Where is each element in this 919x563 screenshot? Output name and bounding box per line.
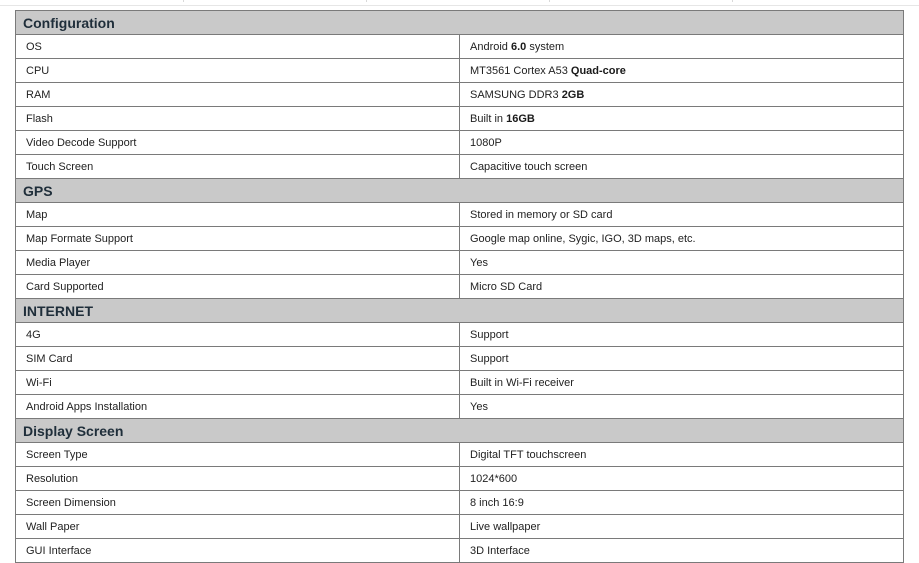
spec-row <box>16 491 904 515</box>
section-title: INTERNET <box>16 299 904 323</box>
spec-value-text: Capacitive touch screen <box>470 160 588 173</box>
spec-value-text: MT3561 Cortex A53 <box>470 64 571 77</box>
spec-value-text: 1024*600 <box>470 472 518 485</box>
spec-value-text: Support <box>470 352 509 365</box>
spec-value <box>460 347 904 371</box>
spec-value <box>460 467 904 491</box>
spec-row <box>16 371 904 395</box>
spec-value-text: Yes <box>470 256 488 269</box>
spec-label: GUI Interface <box>16 539 460 563</box>
spec-row <box>16 83 904 107</box>
spec-value-emphasis: 16GB <box>506 112 535 125</box>
spec-value-text: Google map online, Sygic, IGO, 3D maps, etc. <box>470 232 696 245</box>
spec-value <box>460 203 904 227</box>
spec-value <box>460 131 904 155</box>
spec-value <box>460 443 904 467</box>
spec-label: Map <box>16 203 460 227</box>
spec-value-emphasis: 6.0 <box>510 40 527 53</box>
spec-row <box>16 443 904 467</box>
spec-label: Wall Paper <box>16 515 460 539</box>
spec-row <box>16 395 904 419</box>
spec-value <box>460 83 904 107</box>
spec-label: Screen Dimension <box>16 491 460 515</box>
spec-label: RAM <box>16 83 460 107</box>
spec-value <box>460 395 904 419</box>
spec-value <box>460 275 904 299</box>
spec-value-text: Built in Wi-Fi receiver <box>470 376 574 389</box>
spec-row <box>16 155 904 179</box>
section-header <box>16 179 904 203</box>
spec-row <box>16 107 904 131</box>
spec-row <box>16 251 904 275</box>
spec-label: Flash <box>16 107 460 131</box>
spec-label: Media Player <box>16 251 460 275</box>
spec-value-text: Yes <box>470 400 488 413</box>
top-tab-strip <box>0 0 919 6</box>
spec-value <box>460 59 904 83</box>
spec-value <box>460 155 904 179</box>
spec-label: Map Formate Support <box>16 227 460 251</box>
spec-row <box>16 131 904 155</box>
spec-value <box>460 371 904 395</box>
section-title: GPS <box>16 179 904 203</box>
spec-label: OS <box>16 35 460 59</box>
spec-row <box>16 275 904 299</box>
spec-value-text: SAMSUNG DDR3 <box>470 88 562 101</box>
spec-value <box>460 107 904 131</box>
spec-value-text: Stored in memory or SD card <box>470 208 613 221</box>
spec-row <box>16 323 904 347</box>
spec-value-text: Android <box>470 40 511 53</box>
spec-value-text: Live wallpaper <box>470 520 541 533</box>
spec-label: Video Decode Support <box>16 131 460 155</box>
spec-label: Card Supported <box>16 275 460 299</box>
spec-value <box>460 227 904 251</box>
section-header <box>16 11 904 35</box>
spec-value-text: system <box>526 40 565 53</box>
spec-value <box>460 491 904 515</box>
spec-row <box>16 515 904 539</box>
spec-value-text: Support <box>470 328 509 341</box>
section-header <box>16 299 904 323</box>
spec-value-emphasis: 2GB <box>561 88 585 101</box>
spec-value <box>460 35 904 59</box>
section-title: Configuration <box>16 11 904 35</box>
section-header <box>16 419 904 443</box>
spec-label: Touch Screen <box>16 155 460 179</box>
spec-row <box>16 467 904 491</box>
spec-value <box>460 251 904 275</box>
spec-table-body <box>16 11 904 563</box>
spec-row <box>16 347 904 371</box>
spec-value-text: 3D Interface <box>470 544 530 557</box>
spec-table <box>15 10 904 563</box>
section-title: Display Screen <box>16 419 904 443</box>
spec-label: 4G <box>16 323 460 347</box>
spec-value <box>460 515 904 539</box>
spec-row <box>16 59 904 83</box>
spec-value-emphasis: Quad-core <box>570 64 626 77</box>
spec-value-text: 1080P <box>470 136 502 149</box>
spec-value-text: Micro SD Card <box>470 280 543 293</box>
spec-value-text: Built in <box>470 112 507 125</box>
spec-label: Screen Type <box>16 443 460 467</box>
spec-value-text: 8 inch 16:9 <box>470 496 524 509</box>
spec-row <box>16 203 904 227</box>
spec-value-text: Digital TFT touchscreen <box>470 448 587 461</box>
spec-row <box>16 539 904 563</box>
spec-value <box>460 323 904 347</box>
spec-label: CPU <box>16 59 460 83</box>
spec-label: SIM Card <box>16 347 460 371</box>
spec-label: Wi-Fi <box>16 371 460 395</box>
spec-label: Resolution <box>16 467 460 491</box>
spec-row <box>16 35 904 59</box>
spec-label: Android Apps Installation <box>16 395 460 419</box>
spec-value <box>460 539 904 563</box>
spec-row <box>16 227 904 251</box>
